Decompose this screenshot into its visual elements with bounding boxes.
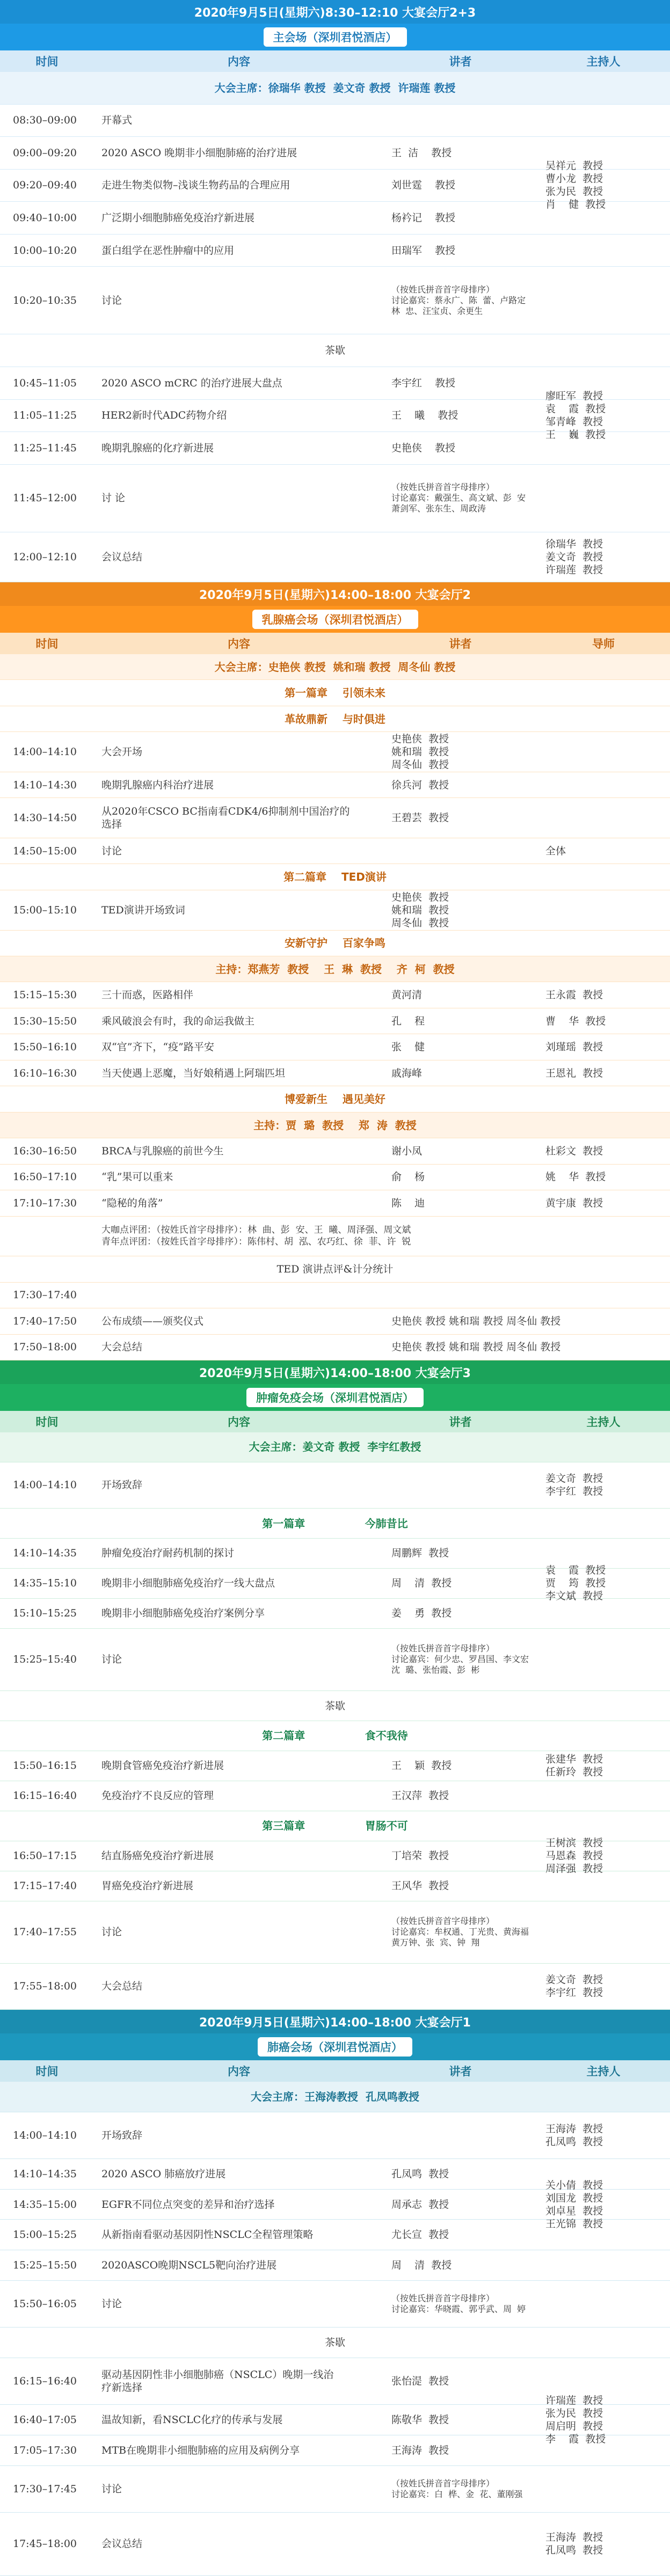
header-cell: 内容 xyxy=(228,55,250,68)
topic-cell: 晚期非小细胞肺癌免疫治疗一线大盘点 xyxy=(101,1577,275,1590)
time-cell: 16:40–17:05 xyxy=(13,2414,77,2426)
topic-cell: 讨论 xyxy=(101,1653,122,1666)
host-cell: 杜彩文 教授 xyxy=(545,1145,603,1157)
panel-note: 大咖点评团：（按姓氏首字母排序）：林 曲、彭 安、王 曦、周泽强、周文斌 青年点评团：（按姓氏首字母排序）：陈伟村、胡 泓、农巧红、徐 菲、许 锐 xyxy=(101,1225,411,1248)
header-cell: 讲者 xyxy=(449,55,472,68)
speaker-cell: 田瑞军 教授 xyxy=(391,244,456,257)
header-cell: 主持人 xyxy=(586,1416,621,1429)
topic-cell: 温故知新，看NSCLC化疗的传承与发展 xyxy=(101,2414,283,2426)
topic-cell: TED演讲开场致词 xyxy=(101,904,185,916)
time-cell: 17:55–18:00 xyxy=(13,1980,77,1993)
table-row xyxy=(0,465,670,532)
header-cell: 内容 xyxy=(228,1416,250,1429)
topic-cell: 三十而惑，医路相伴 xyxy=(101,989,194,1001)
topic-cell: 2020 ASCO 肺癌放疗进展 xyxy=(101,2168,226,2180)
speaker-cell: 史艳侠 教授 姚和瑞 教授 周冬仙 教授 xyxy=(391,733,449,771)
host-cell: 黄宇康 教授 xyxy=(545,1197,603,1209)
table-row xyxy=(0,1599,670,1629)
break-label: 茶歇 xyxy=(324,1700,345,1712)
header-cell: 时间 xyxy=(35,638,59,650)
table-row xyxy=(0,1629,670,1691)
time-cell: 16:50–17:10 xyxy=(13,1171,77,1183)
topic-cell: 开场致辞 xyxy=(101,2129,143,2141)
topic-cell: 走进生物类似物–浅谈生物药品的合理应用 xyxy=(101,179,290,192)
topic-cell: 讨论 xyxy=(101,294,122,306)
time-cell: 17:30–17:40 xyxy=(13,1289,77,1301)
time-cell: 14:10–14:30 xyxy=(13,779,77,791)
host-cell: 王海涛 教授 孔凤鸣 教授 xyxy=(545,2123,603,2148)
table-row xyxy=(0,1113,670,1138)
time-cell: 15:25–15:40 xyxy=(13,1653,77,1666)
venue-bar xyxy=(0,606,670,633)
table-row xyxy=(0,680,670,706)
time-cell: 15:30–15:50 xyxy=(13,1015,77,1027)
venue-label: 乳腺癌会场（深圳君悦酒店） xyxy=(252,610,418,629)
time-cell: 17:30–17:45 xyxy=(13,2483,77,2495)
time-cell: 14:35–15:10 xyxy=(13,1577,77,1590)
host-cell: 王海涛 教授 孔凤鸣 教授 xyxy=(545,2531,603,2557)
table-row xyxy=(0,772,670,798)
table-row xyxy=(0,1432,670,1462)
speaker-cell: 陈 迪 xyxy=(391,1197,425,1209)
table-row xyxy=(0,160,670,211)
topic-cell: 大会总结 xyxy=(101,1980,143,1993)
chapter-title: 革故鼎新 与时俱进 xyxy=(285,712,385,726)
time-cell: 10:20–10:35 xyxy=(13,294,77,306)
topic-cell: 晚期乳腺癌内科治疗进展 xyxy=(101,779,214,791)
table-header xyxy=(0,50,670,72)
table-body xyxy=(0,72,670,582)
venue-bar xyxy=(0,24,670,50)
host-cell: 姚 华 教授 xyxy=(545,1171,606,1183)
time-cell: 11:25–11:45 xyxy=(13,442,77,454)
topic-cell: 双“官”齐下，“疫”路平安 xyxy=(101,1041,214,1053)
time-cell: 17:15–17:40 xyxy=(13,1880,77,1892)
table-body xyxy=(0,2082,670,2576)
table-row xyxy=(0,732,670,772)
header-cell: 时间 xyxy=(35,1416,59,1429)
header-cell: 讲者 xyxy=(449,638,472,650)
speaker-cell: 李宇红 教授 xyxy=(391,377,456,389)
table-row xyxy=(0,890,670,931)
speaker-cell: 周承志 教授 xyxy=(391,2198,449,2211)
session-title-bar: 2020年9月5日(星期六)14:00–18:00 大宴会厅1 xyxy=(0,2010,670,2033)
topic-cell: 讨 论 xyxy=(101,492,126,504)
host-cell: 刘瑾瑶 教授 xyxy=(545,1041,603,1053)
speaker-cell: 俞 杨 xyxy=(391,1171,425,1183)
table-row xyxy=(0,1138,670,1164)
table-row xyxy=(0,1837,670,1875)
time-cell: 15:00–15:25 xyxy=(13,2229,77,2241)
section-green xyxy=(0,1360,670,2010)
topic-cell: 讨论 xyxy=(101,1926,122,1938)
table-row xyxy=(0,1721,670,1751)
host-cell: 许瑞莲 教授 张为民 教授 周启明 教授 李 霞 教授 xyxy=(545,2395,606,2446)
speaker-cell: （按姓氏拼音首字母排序） 讨论嘉宾：戴强生、高文斌、彭 安 萧剑军、张东生、周政涛 xyxy=(391,482,526,514)
speaker-cell: 徐兵河 教授 xyxy=(391,779,449,791)
section-teal xyxy=(0,2010,670,2576)
time-cell: 17:40–17:55 xyxy=(13,1926,77,1938)
time-cell: 08:30–09:00 xyxy=(13,114,77,127)
table-row xyxy=(0,2281,670,2328)
speaker-cell: 尤长宣 教授 xyxy=(391,2229,449,2241)
time-cell: 15:00–15:10 xyxy=(13,904,77,916)
host-cell: 王永霞 教授 xyxy=(545,989,603,1001)
table-row xyxy=(0,1964,670,2010)
table-row xyxy=(0,202,670,235)
topic-cell: 会议总结 xyxy=(101,551,143,563)
topic-cell: 胃癌免疫治疗新进展 xyxy=(101,1880,194,1892)
table-row xyxy=(0,982,670,1008)
table-row xyxy=(0,2179,670,2230)
header-cell: 导师 xyxy=(592,638,615,650)
time-cell: 14:35–15:00 xyxy=(13,2198,77,2211)
host-cell: 袁 霞 教授 贾 筠 教授 李文斌 教授 xyxy=(545,1564,606,1602)
venue-label: 主会场（深圳君悦酒店） xyxy=(264,27,407,47)
speaker-cell: 杨衿记 教授 xyxy=(391,212,456,224)
speaker-cell: 王 曦 教授 xyxy=(391,409,458,422)
table-body xyxy=(0,654,670,1360)
table-row xyxy=(0,1008,670,1034)
table-row xyxy=(0,105,670,137)
table-row xyxy=(0,1165,670,1190)
chapter-title: 第一篇章 引领未来 xyxy=(285,686,385,700)
topic-cell: “隐秘的角落” xyxy=(101,1197,163,1209)
time-cell: 14:00–14:10 xyxy=(13,746,77,758)
table-row xyxy=(0,1751,670,1781)
speaker-cell: 史艳侠 教授 姚和瑞 教授 周冬仙 教授 xyxy=(391,891,449,929)
topic-cell: 驱动基因阴性非小细胞肺癌（NSCLC）晚期一线治 疗新选择 xyxy=(101,2369,334,2394)
section-blue xyxy=(0,0,670,582)
speaker-cell: （按姓氏拼音首字母排序） 讨论嘉宾：白 桦、金 花、董刚强 xyxy=(391,2478,523,2499)
host-cell: 姜文奇 教授 李宇红 教授 xyxy=(545,1473,603,1498)
header-cell: 内容 xyxy=(228,2065,250,2078)
topic-cell: “乳”果可以重来 xyxy=(101,1171,173,1183)
table-row xyxy=(0,798,670,838)
table-row xyxy=(0,235,670,267)
table-row xyxy=(0,1781,670,1811)
table-row xyxy=(0,838,670,864)
speaker-cell: 姜 勇 教授 xyxy=(391,1607,452,1620)
host-cell: 姜文奇 教授 李宇红 教授 xyxy=(545,1974,603,1999)
table-row xyxy=(0,1564,670,1602)
time-cell: 17:45–18:00 xyxy=(13,2538,77,2550)
time-cell: 15:15–15:30 xyxy=(13,989,77,1001)
venue-bar xyxy=(0,1384,670,1411)
table-row xyxy=(0,1190,670,1216)
table-row xyxy=(0,2435,670,2466)
time-cell: 17:40–17:50 xyxy=(13,1315,77,1327)
chair-banner: 主持：贾 璐 教授 郑 涛 教授 xyxy=(253,1118,417,1132)
table-row xyxy=(0,334,670,367)
topic-cell: 会议总结 xyxy=(101,2538,143,2550)
table-row xyxy=(0,2466,670,2513)
time-cell: 09:40–10:00 xyxy=(13,212,77,224)
session-title-bar: 2020年9月5日(星期六)14:00–18:00 大宴会厅2 xyxy=(0,582,670,606)
speaker-cell: 王 洁 教授 xyxy=(391,147,452,159)
header-cell: 主持人 xyxy=(586,55,621,68)
table-row xyxy=(0,2112,670,2159)
header-cell: 时间 xyxy=(35,55,59,68)
chairs-cell: 史艳侠 教授 姚和瑞 教授 周冬仙 教授 xyxy=(391,1315,561,1327)
table-header xyxy=(0,633,670,654)
speaker-cell: 谢小凤 xyxy=(391,1145,423,1157)
break-label: 茶歇 xyxy=(324,345,345,357)
speaker-cell: 黄河清 xyxy=(391,989,423,1001)
table-row xyxy=(0,1308,670,1334)
topic-cell: 晚期食管癌免疫治疗新进展 xyxy=(101,1760,224,1772)
table-row xyxy=(0,1283,670,1308)
speaker-cell: （按姓氏拼音首字母排序） 讨论嘉宾：蔡永广、陈 蕾、卢路定 林 忠、汪宝贞、余更生 xyxy=(391,284,526,316)
table-row xyxy=(0,390,670,441)
time-cell: 15:50–16:05 xyxy=(13,2298,77,2310)
table-row xyxy=(0,1691,670,1721)
speaker-cell: 陈敬华 教授 xyxy=(391,2414,449,2426)
header-cell: 内容 xyxy=(228,638,250,650)
chapter-title: 安新守护 百家争鸣 xyxy=(285,936,385,950)
topic-cell: 2020 ASCO mCRC 的治疗进展大盘点 xyxy=(101,377,282,389)
time-cell: 12:00–12:10 xyxy=(13,551,77,563)
topic-cell: 2020ASCO晚期NSCL5靶向治疗进展 xyxy=(101,2259,277,2271)
speaker-cell: 戚海峰 xyxy=(391,1067,423,1079)
break-label: 茶歇 xyxy=(324,2337,345,2349)
host-cell: 王恩礼 教授 xyxy=(545,1067,603,1079)
host-cell: 徐瑞华 教授 姜文奇 教授 许瑞莲 教授 xyxy=(545,538,603,576)
time-cell: 15:50–16:15 xyxy=(13,1760,77,1772)
topic-cell: 公布成绩——颁奖仪式 xyxy=(101,1315,204,1327)
table-row xyxy=(0,706,670,732)
table-row xyxy=(0,2220,670,2250)
topic-cell: 讨论 xyxy=(101,845,122,857)
topic-cell: 开幕式 xyxy=(101,114,133,127)
time-cell: 16:50–17:15 xyxy=(13,1850,77,1862)
speaker-cell: （按姓氏拼音首字母排序） 讨论嘉宾：华晓霞、郭乎武、周 婷 xyxy=(391,2293,526,2315)
table-row xyxy=(0,2395,670,2446)
host-cell: 张建华 教授 任新玲 教授 xyxy=(545,1753,603,1779)
table-row xyxy=(0,1509,670,1539)
topic-cell: 乘风破浪会有时，我的命运我做主 xyxy=(101,1015,255,1027)
speaker-cell: 孔 程 xyxy=(391,1015,425,1027)
speaker-cell: 刘世霆 教授 xyxy=(391,179,456,192)
table-body xyxy=(0,1432,670,2010)
time-cell: 10:00–10:20 xyxy=(13,244,77,257)
time-cell: 10:45–11:05 xyxy=(13,377,77,389)
table-row xyxy=(0,654,670,680)
topic-cell: 讨论 xyxy=(101,2298,122,2310)
chapter-title: 博爱新生 遇见美好 xyxy=(285,1093,385,1106)
topic-cell: 蛋白组学在恶性肿瘤中的应用 xyxy=(101,244,235,257)
time-cell: 16:15–16:40 xyxy=(13,1790,77,1802)
table-row xyxy=(0,1256,670,1282)
time-cell: 14:50–15:00 xyxy=(13,845,77,857)
host-cell: 吴祥元 教授 曹小龙 教授 张为民 教授 肖 健 教授 xyxy=(545,160,606,211)
header-cell: 讲者 xyxy=(449,2065,472,2078)
table-row xyxy=(0,1462,670,1509)
table-row xyxy=(0,2250,670,2281)
speaker-cell: 张 健 xyxy=(391,1041,425,1053)
session-title-bar: 2020年9月5日(星期六)14:00–18:00 大宴会厅3 xyxy=(0,1360,670,1384)
time-cell: 11:45–12:00 xyxy=(13,492,77,504)
topic-cell: 讨论 xyxy=(101,2483,122,2495)
time-cell: 14:00–14:10 xyxy=(13,1479,77,1491)
table-row xyxy=(0,956,670,982)
speaker-cell: （按姓氏拼音首字母排序） 讨论嘉宾：牟权通、丁光贵、黄海福 黄万钟、张 宾、钟 翔 xyxy=(391,1916,529,1948)
table-row xyxy=(0,1871,670,1901)
section-orange xyxy=(0,582,670,1360)
speaker-cell: 王汉萍 教授 xyxy=(391,1790,449,1802)
venue-bar xyxy=(0,2033,670,2060)
host-cell: 曹 华 教授 xyxy=(545,1015,606,1027)
time-cell: 09:00–09:20 xyxy=(13,147,77,159)
topic-cell: 当天使遇上恶魔，当好娘稍遇上阿瑞匹坦 xyxy=(101,1067,286,1079)
table-row xyxy=(0,72,670,105)
header-cell: 主持人 xyxy=(586,2065,621,2078)
time-cell: 17:10–17:30 xyxy=(13,1197,77,1209)
topic-cell: 大会总结 xyxy=(101,1341,143,1353)
table-row xyxy=(0,864,670,890)
speaker-cell: （按姓氏拼音首字母排序） 讨论嘉宾：何少忠、罗昌国、李文宏 沈 璐、张怡霞、彭 彬 xyxy=(391,1643,529,1675)
speaker-cell: 周 清 教授 xyxy=(391,2259,452,2271)
time-cell: 16:30–16:50 xyxy=(13,1145,77,1157)
speaker-cell: 张怡湜 教授 xyxy=(391,2375,449,2388)
topic-cell: EGFR不同位点突变的差异和治疗选择 xyxy=(101,2198,275,2211)
topic-cell: 2020 ASCO 晚期非小细胞肺癌的治疗进展 xyxy=(101,147,297,159)
host-cell: 廖旺军 教授 袁 霞 教授 邹青峰 教授 王 巍 教授 xyxy=(545,390,606,441)
time-cell: 17:05–17:30 xyxy=(13,2444,77,2456)
topic-cell: BRCA与乳腺癌的前世今生 xyxy=(101,1145,224,1157)
table-header xyxy=(0,1411,670,1432)
speaker-cell: 丁培荣 教授 xyxy=(391,1850,449,1862)
table-row xyxy=(0,267,670,334)
time-cell: 17:50–18:00 xyxy=(13,1341,77,1353)
host-cell: 王树滨 教授 马恩森 教授 周泽强 教授 xyxy=(545,1837,603,1875)
chapter-title: 第一篇章 今肺昔比 xyxy=(262,1517,408,1530)
chair-banner: 大会主席：史艳侠 教授 姚和瑞 教授 周冬仙 教授 xyxy=(214,660,456,674)
time-cell: 15:25–15:50 xyxy=(13,2259,77,2271)
table-row xyxy=(0,1060,670,1086)
time-cell: 16:15–16:40 xyxy=(13,2375,77,2388)
topic-cell: 大会开场 xyxy=(101,746,143,758)
host-cell: 全体 xyxy=(545,845,566,857)
topic-cell: 免疫治疗不良反应的管理 xyxy=(101,1790,214,1802)
topic-cell: MTB在晚期非小细胞肺癌的应用及病例分享 xyxy=(101,2444,300,2456)
table-row xyxy=(0,2082,670,2112)
topic-cell: HER2新时代ADC药物介绍 xyxy=(101,409,227,422)
chair-banner: 主持：郑燕芳 教授 王 琳 教授 齐 柯 教授 xyxy=(215,962,455,976)
venue-label: 肿瘤免疫会场（深圳君悦酒店） xyxy=(246,1388,424,1407)
chair-banner: 大会主席：徐瑞华 教授 姜文奇 教授 许瑞莲 教授 xyxy=(214,81,456,94)
time-cell: 14:30–14:50 xyxy=(13,812,77,824)
chairs-cell: 史艳侠 教授 姚和瑞 教授 周冬仙 教授 xyxy=(391,1341,561,1353)
speaker-cell: 史艳侠 教授 xyxy=(391,442,456,454)
speaker-cell: 王风华 教授 xyxy=(391,1880,449,1892)
table-row xyxy=(0,1217,670,1257)
table-row xyxy=(0,931,670,956)
chair-banner: 大会主席：姜文奇 教授 李宇红教授 xyxy=(249,1440,421,1454)
topic-cell: 肿瘤免疫治疗耐药机制的探讨 xyxy=(101,1547,235,1560)
table-row xyxy=(0,2328,670,2358)
topic-cell: 结直肠癌免疫治疗新进展 xyxy=(101,1850,214,1862)
table-row xyxy=(0,2513,670,2576)
host-cell: 关小倩 教授 刘国龙 教授 刘卓星 教授 王光锦 教授 xyxy=(545,2179,603,2230)
time-cell: 14:10–14:35 xyxy=(13,2168,77,2180)
speaker-cell: 王 颖 教授 xyxy=(391,1760,452,1772)
header-cell: 时间 xyxy=(35,2065,59,2078)
time-cell: 15:50–16:10 xyxy=(13,1041,77,1053)
chapter-title: 第三篇章 胃肠不可 xyxy=(262,1819,408,1833)
time-cell: 14:00–14:10 xyxy=(13,2129,77,2141)
table-row xyxy=(0,432,670,465)
topic-cell: 从2020年CSCO BC指南看CDK4/6抑制剂中国治疗的 选择 xyxy=(101,806,350,831)
speaker-cell: 王海涛 教授 xyxy=(391,2444,449,2456)
header-cell: 讲者 xyxy=(449,1416,472,1429)
speaker-cell: 周鹏辉 教授 xyxy=(391,1547,449,1560)
venue-label: 肺癌会场（深圳君悦酒店） xyxy=(258,2037,412,2057)
table-row xyxy=(0,1335,670,1360)
time-cell: 15:10–15:25 xyxy=(13,1607,77,1620)
time-cell: 09:20–09:40 xyxy=(13,179,77,192)
table-row xyxy=(0,1086,670,1112)
speaker-cell: 王碧芸 教授 xyxy=(391,812,449,824)
chair-banner: 大会主席：王海涛教授 孔凤鸣教授 xyxy=(251,2090,419,2103)
time-cell: 14:10–14:35 xyxy=(13,1547,77,1560)
table-row xyxy=(0,532,670,582)
topic-cell: 开场致辞 xyxy=(101,1479,143,1491)
break-label: TED 演讲点评&计分统计 xyxy=(276,1263,394,1275)
table-row xyxy=(0,1901,670,1964)
time-cell: 16:10–16:30 xyxy=(13,1067,77,1079)
chapter-title: 第二篇章 食不我待 xyxy=(262,1729,408,1743)
topic-cell: 从新指南看驱动基因阴性NSCLC全程管理策略 xyxy=(101,2229,314,2241)
session-title-bar: 2020年9月5日(星期六)8:30–12:10 大宴会厅2+3 xyxy=(0,0,670,24)
topic-cell: 广泛期小细胞肺癌免疫治疗新进展 xyxy=(101,212,255,224)
table-header xyxy=(0,2060,670,2082)
topic-cell: 晚期乳腺癌的化疗新进展 xyxy=(101,442,214,454)
topic-cell: 晚期非小细胞肺癌免疫治疗案例分享 xyxy=(101,1607,265,1620)
time-cell: 11:05–11:25 xyxy=(13,409,77,422)
speaker-cell: 周 清 教授 xyxy=(391,1577,452,1590)
chapter-title: 第二篇章 TED演讲 xyxy=(283,870,387,884)
table-row xyxy=(0,1034,670,1060)
speaker-cell: 孔凤鸣 教授 xyxy=(391,2168,449,2180)
